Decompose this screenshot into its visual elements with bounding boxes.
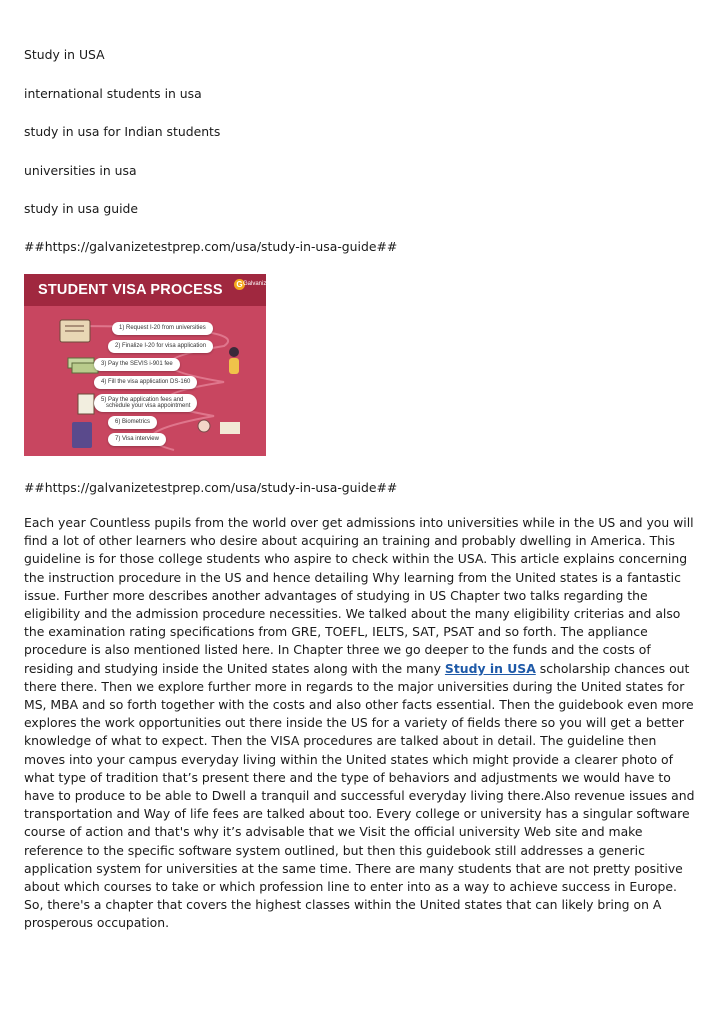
source-tag-bottom: ##https://galvanizetestprep.com/usa/study-in-usa-guide## bbox=[24, 480, 398, 495]
logo-text: Galvanize bbox=[243, 281, 270, 287]
keyword-universities: universities in usa bbox=[24, 163, 137, 178]
study-in-usa-link[interactable]: Study in USA bbox=[444, 660, 536, 676]
article-paragraph bbox=[24, 514, 696, 933]
keyword-study-in-usa: Study in USA bbox=[24, 47, 105, 62]
article-text-part-1: Each year Countless pupils from the world over get admissions into universities while in the US and you will find a lot of other learners who desire about acquiring an training and probably dwelling in America. This guideline is for those college students who aspire to check within the USA. This article explains concerning the instruction procedure in the US and hence detailing Why learning from the United states is a fantastic issue. Further more describes another advantages of studying in US Chapter two talks regarding the eligibility and the admission procedure necessities. We talked about the many eligibility criterias and also the examination rating specifications from GRE, TOEFL, IELTS, SAT, PSAT and so forth. The appliance procedure is also mentioned listed here. In Chapter three we go deeper to the funds and the costs of residing and studying inside the United states along with the many bbox=[24, 515, 694, 676]
keyword-study-guide: study in usa guide bbox=[24, 201, 139, 216]
step-5-line-1: 5) Pay the application fees and bbox=[101, 397, 184, 403]
step-5-pill bbox=[94, 394, 197, 412]
step-7-pill: 7) Visa interview bbox=[108, 433, 166, 446]
step-1-pill: 1) Request I-20 from universities bbox=[112, 322, 213, 335]
step-2-pill: 2) Finalize I-20 for visa application bbox=[108, 340, 213, 353]
person-figure-icon bbox=[229, 347, 239, 357]
desk-icon bbox=[220, 422, 240, 434]
logo-mark-icon: G bbox=[234, 279, 245, 290]
article-text-part-2: scholarship chances out there there. Then we explore further more in regards to the major universities during the United states for MS, MBA and so forth together with the costs and also other facts essential. Then the guidebook even more explores the work opportunities out there inside the US for a variety of fields there so you will get a better knowledge of what to expect. Then the VISA procedures are talked about in detail. The guideline then moves into your campus everyday living within the United states which might provide a clearer photo of what type of tradition that’s present there and the type of behaviors and adjustments we would have to have to produce to be able to Dwell a tranquil and successful everyday living there.Also revenue issues and transportation and Way of life fees are talked about too. Every college or university has a singular software course of action and that's why it’s advisable that we Visit the official university Web site and make reference to the specific software system outlined, but then this guidebook still addresses a generic application system for universities at the same time. There are many students that are not pretty positive about which courses to take or which profession line to enter into as a way to achieve success in Europe. So, there's a chapter that covers the highest classes within the United states that can likely bring on A prosperous occupation. bbox=[24, 660, 695, 931]
thumbprint-icon bbox=[198, 420, 210, 432]
document-form-icon bbox=[78, 394, 94, 414]
student-visa-infographic bbox=[24, 274, 270, 456]
step-6-pill: 6) Biometrics bbox=[108, 416, 157, 429]
step-3-pill: 3) Pay the SEVIS i-901 fee bbox=[94, 358, 180, 371]
keyword-indian-students: study in usa for Indian students bbox=[24, 124, 221, 139]
source-tag-top: ##https://galvanizetestprep.com/usa/study-in-usa-guide## bbox=[24, 239, 398, 254]
step-4-pill: 4) Fill the visa application DS-160 bbox=[94, 376, 197, 389]
infographic-title: STUDENT VISA PROCESS bbox=[38, 282, 223, 298]
keyword-international-students: international students in usa bbox=[24, 86, 202, 101]
step-5-line-2: schedule your visa appointment bbox=[106, 403, 191, 409]
suitcase-icon bbox=[72, 422, 92, 448]
